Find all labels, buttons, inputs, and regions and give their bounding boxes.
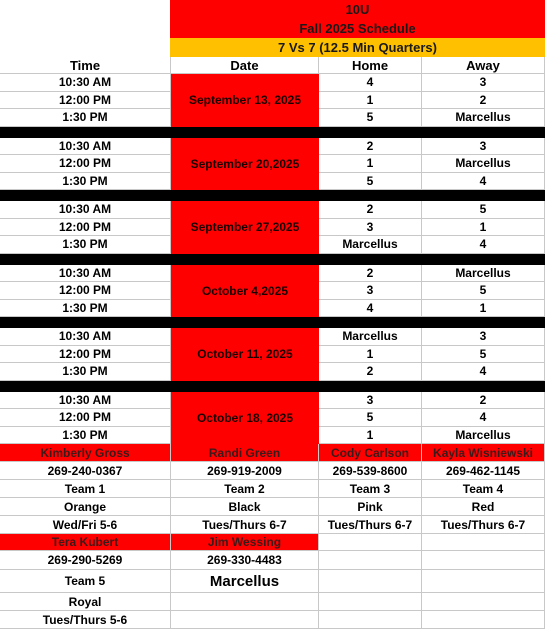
coach-row-team — [0, 480, 545, 498]
coach-name: Jim Wessing — [171, 534, 319, 551]
away-team: 5 — [422, 346, 545, 364]
coach-team: Team 2 — [171, 480, 319, 498]
game-time: 10:30 AM — [0, 392, 171, 410]
game-time: 10:30 AM — [0, 74, 171, 92]
title-division: 10U — [170, 0, 545, 19]
coach-name: Tera Kubert — [0, 534, 171, 551]
game-time: 1:30 PM — [0, 236, 171, 254]
coach2-row-team — [0, 570, 545, 593]
coach2-row-color — [0, 593, 545, 611]
week-separator — [0, 127, 545, 138]
coach-practice: Tues/Thurs 5-6 — [0, 611, 171, 629]
game-time: 12:00 PM — [0, 346, 171, 364]
game-time: 1:30 PM — [0, 300, 171, 318]
title-row-format — [0, 38, 545, 57]
coach-color: Pink — [319, 498, 422, 516]
home-team: 1 — [319, 427, 422, 445]
away-team: 2 — [422, 392, 545, 410]
away-team: 4 — [422, 363, 545, 381]
coach-name: Randi Green — [171, 444, 319, 462]
title-format: 7 Vs 7 (12.5 Min Quarters) — [170, 38, 545, 57]
column-header-row — [0, 57, 545, 74]
coach-practice: Tues/Thurs 6-7 — [319, 516, 422, 534]
coach-practice: Tues/Thurs 6-7 — [171, 516, 319, 534]
game-time: 10:30 AM — [0, 201, 171, 219]
coach-phone: 269-462-1145 — [422, 462, 545, 480]
empty-cell — [422, 611, 545, 629]
game-time: 1:30 PM — [0, 173, 171, 191]
game-date: October 11, 2025 — [171, 328, 319, 381]
home-team: 4 — [319, 300, 422, 318]
away-team: Marcellus — [422, 155, 545, 173]
away-team: 1 — [422, 300, 545, 318]
away-team: 5 — [422, 282, 545, 300]
coach-row-name — [0, 444, 545, 462]
title-row-division — [0, 0, 545, 19]
column-header-date: Date — [171, 57, 319, 74]
game-time: 12:00 PM — [0, 92, 171, 110]
away-team: 3 — [422, 74, 545, 92]
coach-team: Marcellus — [171, 570, 319, 593]
title-row-season — [0, 19, 545, 38]
away-team: 3 — [422, 138, 545, 156]
coach-name: Cody Carlson — [319, 444, 422, 462]
empty-cell — [319, 534, 422, 551]
week-separator — [0, 254, 545, 265]
empty-cell — [422, 593, 545, 611]
coach-color: Orange — [0, 498, 171, 516]
coach2-row-practice — [0, 611, 545, 629]
game-time: 10:30 AM — [0, 265, 171, 283]
home-team: 2 — [319, 138, 422, 156]
coach-color: Royal — [0, 593, 171, 611]
coach-name: Kimberly Gross — [0, 444, 171, 462]
coach-phone: 269-330-4483 — [171, 551, 319, 570]
home-team: 4 — [319, 74, 422, 92]
home-team: 3 — [319, 219, 422, 237]
empty-cell — [422, 570, 545, 593]
week-separator — [0, 190, 545, 201]
home-team: 1 — [319, 155, 422, 173]
game-time: 1:30 PM — [0, 427, 171, 445]
coach-name: Kayla Wisniewski — [422, 444, 545, 462]
away-team: 4 — [422, 173, 545, 191]
home-team: Marcellus — [319, 328, 422, 346]
empty-cell — [319, 551, 422, 570]
home-team: 5 — [319, 109, 422, 127]
week-separator — [0, 317, 545, 328]
game-date: September 20,2025 — [171, 138, 319, 191]
home-team: 2 — [319, 201, 422, 219]
column-header-home: Home — [319, 57, 422, 74]
coach-phone: 269-919-2009 — [171, 462, 319, 480]
empty-cell — [319, 593, 422, 611]
game-date: September 13, 2025 — [171, 74, 319, 127]
home-team: 3 — [319, 392, 422, 410]
coach-team: Team 3 — [319, 480, 422, 498]
game-time: 1:30 PM — [0, 363, 171, 381]
game-time: 12:00 PM — [0, 155, 171, 173]
empty-cell — [319, 570, 422, 593]
coach-practice — [171, 611, 319, 629]
coach-color: Red — [422, 498, 545, 516]
home-team: 2 — [319, 363, 422, 381]
empty-cell — [422, 534, 545, 551]
game-time: 10:30 AM — [0, 328, 171, 346]
game-time: 12:00 PM — [0, 282, 171, 300]
coach-team: Team 1 — [0, 480, 171, 498]
game-time: 1:30 PM — [0, 109, 171, 127]
coach-phone: 269-539-8600 — [319, 462, 422, 480]
away-team: Marcellus — [422, 109, 545, 127]
home-team: 1 — [319, 346, 422, 364]
away-team: Marcellus — [422, 427, 545, 445]
coach2-row-phone — [0, 551, 545, 570]
home-team: 2 — [319, 265, 422, 283]
away-team: Marcellus — [422, 265, 545, 283]
coach-row-color — [0, 498, 545, 516]
game-date: October 4,2025 — [171, 265, 319, 318]
away-team: 2 — [422, 92, 545, 110]
title-season: Fall 2025 Schedule — [170, 19, 545, 38]
home-team: 5 — [319, 409, 422, 427]
home-team: 5 — [319, 173, 422, 191]
coach-team: Team 4 — [422, 480, 545, 498]
game-date: September 27,2025 — [171, 201, 319, 254]
game-time: 12:00 PM — [0, 219, 171, 237]
column-header-away: Away — [422, 57, 545, 74]
away-team: 4 — [422, 236, 545, 254]
coach-phone: 269-240-0367 — [0, 462, 171, 480]
game-time: 10:30 AM — [0, 138, 171, 156]
home-team: Marcellus — [319, 236, 422, 254]
coach-color — [171, 593, 319, 611]
column-header-time: Time — [0, 57, 171, 74]
game-date: October 18, 2025 — [171, 392, 319, 445]
coach-row-phone — [0, 462, 545, 480]
away-team: 3 — [422, 328, 545, 346]
empty-cell — [319, 611, 422, 629]
coach-phone: 269-290-5269 — [0, 551, 171, 570]
away-team: 4 — [422, 409, 545, 427]
home-team: 1 — [319, 92, 422, 110]
week-separator — [0, 381, 545, 392]
coach-practice: Tues/Thurs 6-7 — [422, 516, 545, 534]
coach-row-practice — [0, 516, 545, 534]
away-team: 5 — [422, 201, 545, 219]
coach-team: Team 5 — [0, 570, 171, 593]
coach-practice: Wed/Fri 5-6 — [0, 516, 171, 534]
coach-color: Black — [171, 498, 319, 516]
game-time: 12:00 PM — [0, 409, 171, 427]
coach2-row-name — [0, 534, 545, 551]
empty-cell — [422, 551, 545, 570]
away-team: 1 — [422, 219, 545, 237]
home-team: 3 — [319, 282, 422, 300]
